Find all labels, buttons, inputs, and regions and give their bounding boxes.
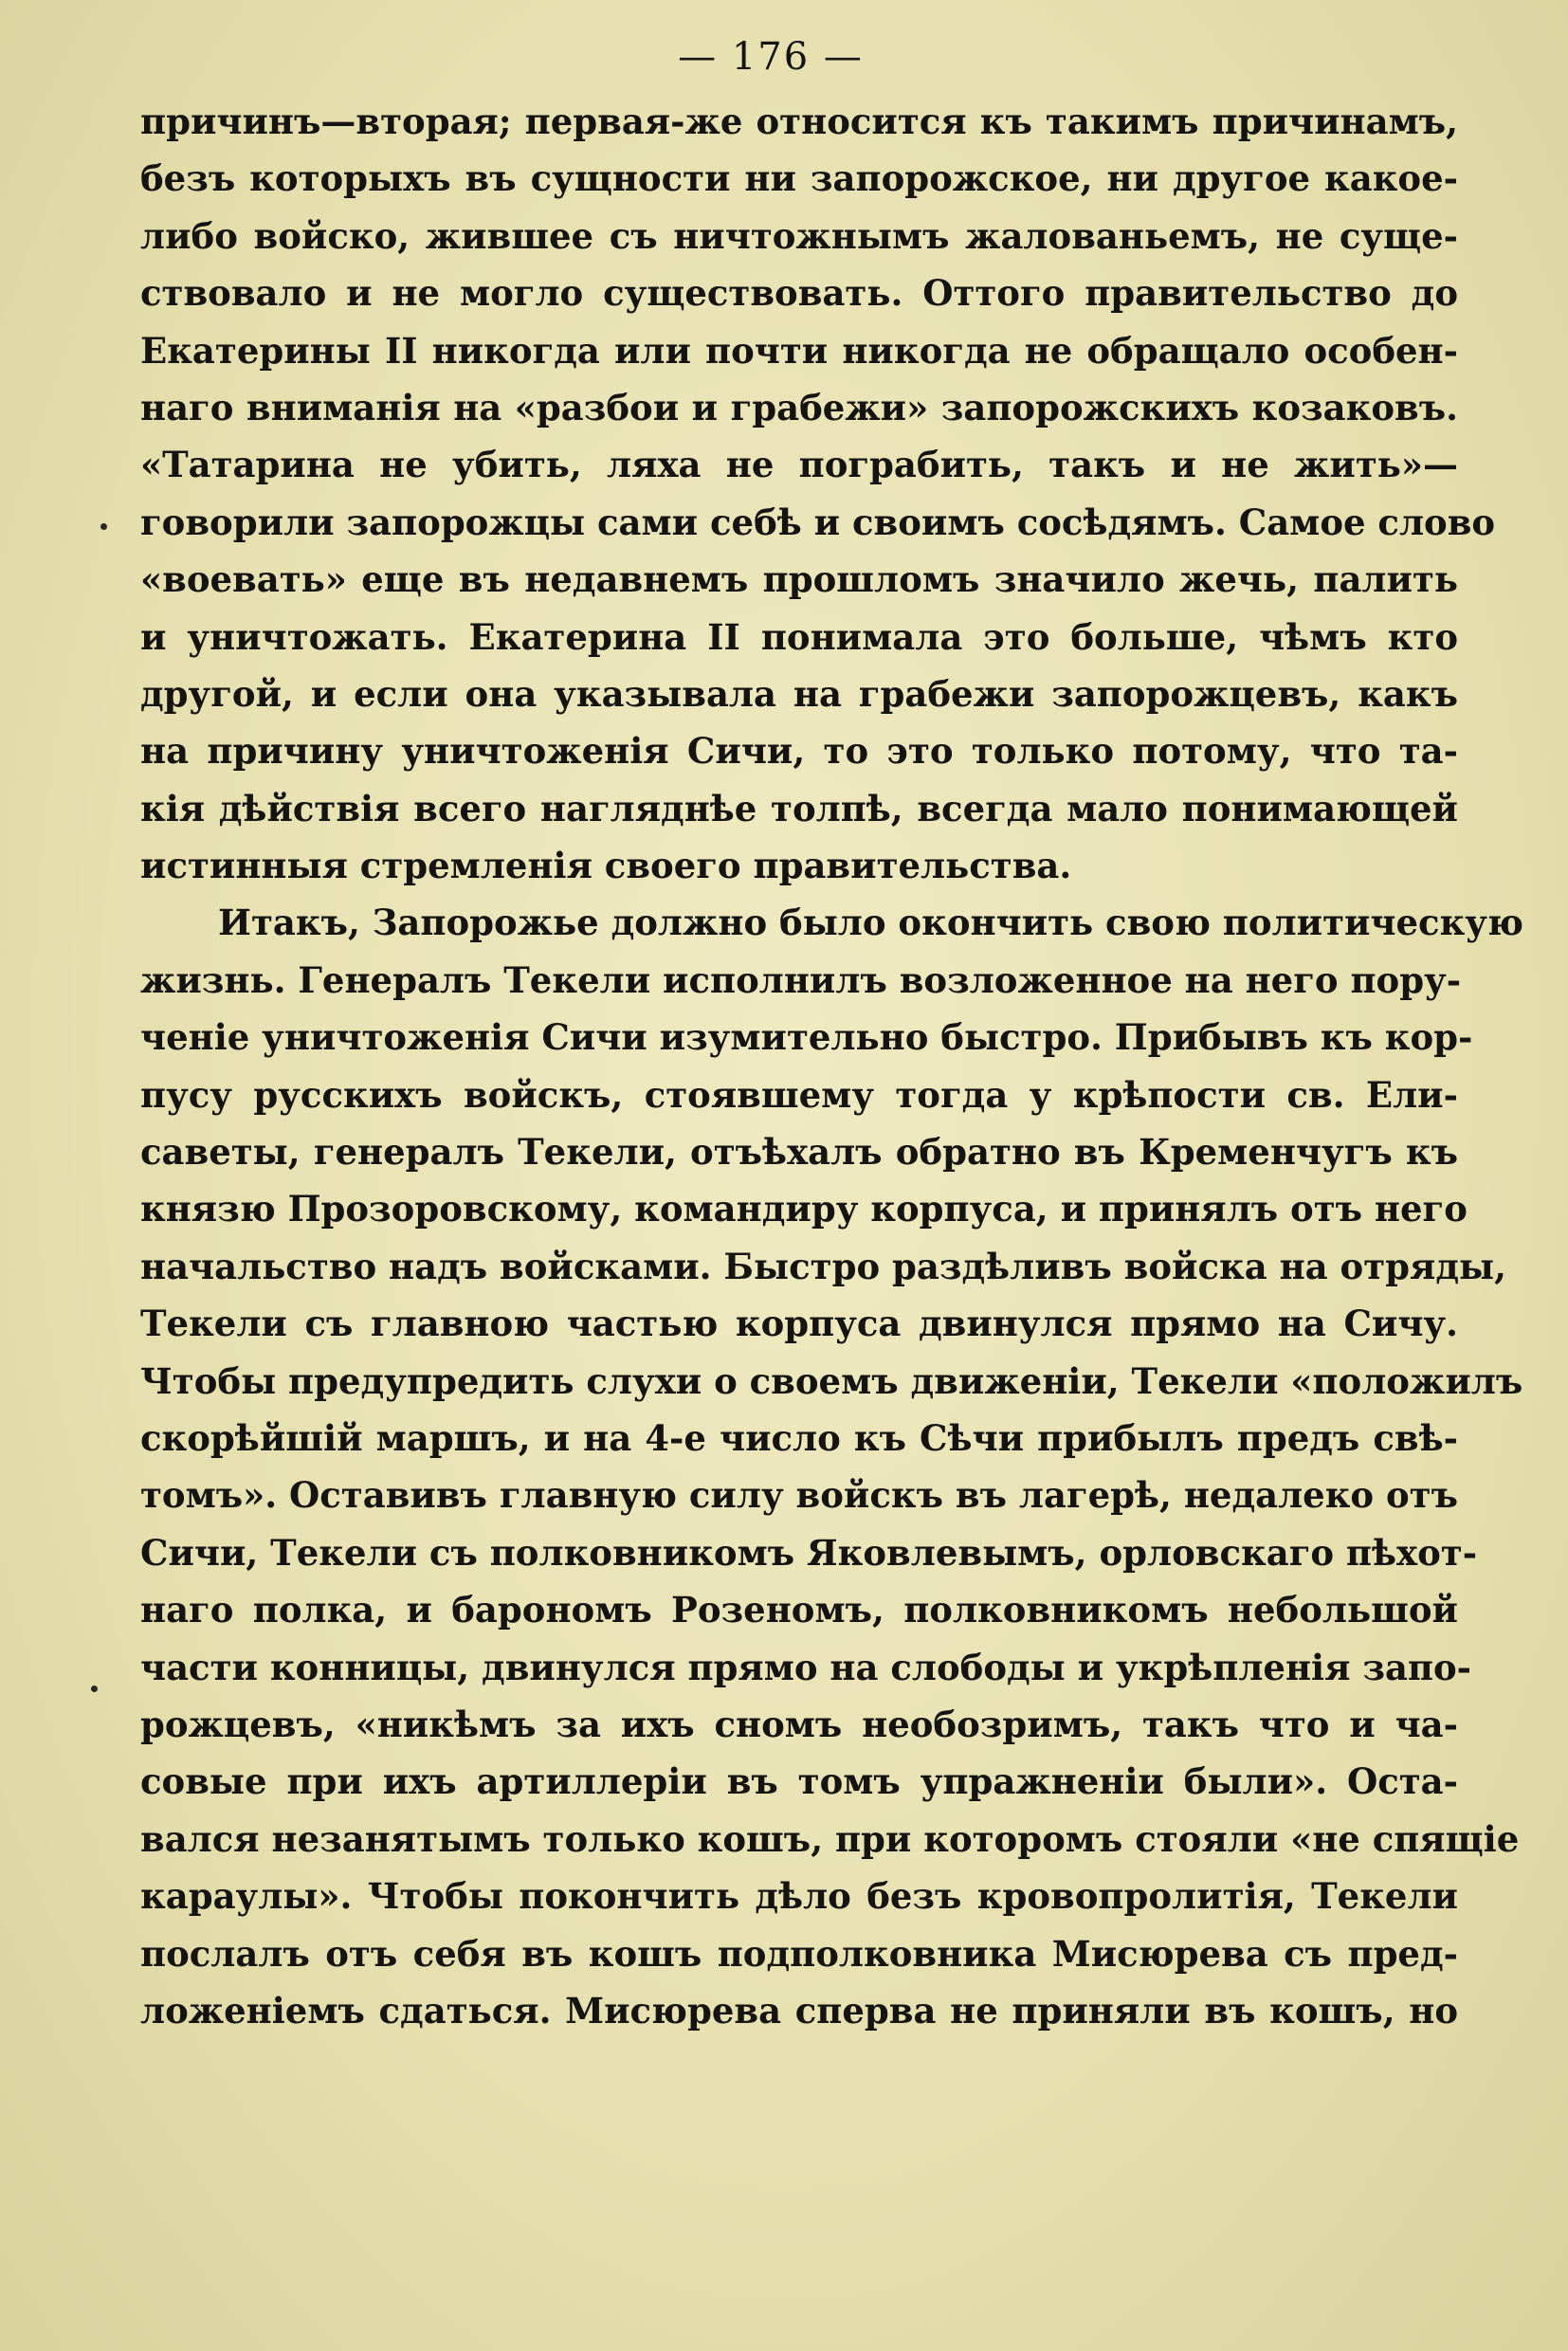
text-line: скорѣйшій маршъ, и на 4-е число къ Сѣчи прибылъ предъ свѣ-	[140, 1416, 1458, 1459]
text-line: ченіе уничтоженія Сичи изумительно быстро. Прибывъ къ кор-	[140, 1016, 1473, 1059]
text-line: безъ которыхъ въ сущности ни запорожское, ни другое какое-	[140, 157, 1458, 200]
text-line: Сичи, Текели съ полковникомъ Яковлевымъ, орловскаго пѣхот-	[140, 1531, 1478, 1574]
text-line: рожцевъ, «никѣмъ за ихъ сномъ необозримъ, такъ что и ча-	[140, 1703, 1458, 1745]
text-line: Итакъ, Запорожье должно было окончить свою политическую	[218, 902, 1523, 944]
text-line: либо войско, жившее съ ничтожнымъ жалованьемъ, не суще-	[140, 214, 1458, 257]
text-line: вался незанятымъ только кошъ, при которомъ стояли «не спящіе	[140, 1817, 1520, 1860]
text-line: жизнь. Генералъ Текели исполнилъ возложенное на него пору-	[140, 958, 1462, 1001]
book-page	[140, 30, 1523, 2039]
text-line: караулы». Чтобы покончить дѣло безъ кровопролитія, Текели	[140, 1875, 1458, 1918]
text-line: «воевать» еще въ недавнемъ прошломъ значило жечь, палить	[140, 558, 1458, 601]
text-line: начальство надъ войсками. Быстро раздѣливъ войска на отряды,	[140, 1245, 1506, 1287]
text-line: на причину уничтоженія Сичи, то это только потому, что та-	[140, 730, 1458, 773]
text-line: истинныя стремленія своего правительства.	[140, 845, 1072, 887]
text-line: томъ». Оставивъ главную силу войскъ въ лагерѣ, недалеко отъ	[140, 1474, 1458, 1517]
text-line: кія дѣйствія всего нагляднѣе толпѣ, всегда мало понимающей	[140, 787, 1458, 829]
text-line: Екатерины II никогда или почти никогда не обращало особен-	[140, 329, 1458, 372]
text-line: части конницы, двинулся прямо на слободы и укрѣпленія запо-	[140, 1646, 1472, 1688]
text-line: князю Прозоровскому, командиру корпуса, и принялъ отъ него	[140, 1188, 1468, 1230]
text-line: Текели съ главною частью корпуса двинулся прямо на Сичу.	[140, 1303, 1458, 1345]
text-line: пусу русскихъ войскъ, стоявшему тогда у крѣпости св. Ели-	[140, 1073, 1458, 1116]
paragraph-1	[140, 93, 1496, 894]
text-line: послалъ отъ себя въ кошъ подполковника Мисюрева съ пред-	[140, 1932, 1458, 1975]
text-line: наго полка, и барономъ Розеномъ, полковникомъ небольшой	[140, 1589, 1458, 1631]
paragraph-2	[140, 894, 1523, 2039]
text-line: ложеніемъ сдаться. Мисюрева сперва не приняли въ кошъ, но	[140, 1989, 1458, 2032]
text-line: ствовало и не могло существовать. Оттого правительство до	[140, 272, 1458, 315]
ink-speck	[100, 523, 107, 530]
text-line: говорили запорожцы сами себѣ и своимъ сосѣдямъ. Самое слово	[140, 501, 1496, 543]
text-line: саветы, генералъ Текели, отъѣхалъ обратно въ Кременчугъ къ	[140, 1131, 1458, 1174]
ink-speck	[91, 1686, 98, 1692]
text-line: и уничтожать. Екатерина II понимала это больше, чѣмъ кто	[140, 615, 1458, 658]
text-line: другой, и если она указывала на грабежи запорожцевъ, какъ	[140, 672, 1458, 715]
text-line: наго вниманія на «разбои и грабежи» запорожскихъ козаковъ.	[140, 386, 1458, 428]
text-line: «Татарина не убить, ляха не пограбить, такъ и не жить»—	[140, 444, 1458, 486]
text-line: совые при ихъ артиллеріи въ томъ упражненіи были». Оста-	[140, 1760, 1458, 1803]
text-line: причинъ—вторая; первая-же относится къ такимъ причинамъ,	[140, 100, 1458, 142]
text-line: Чтобы предупредить слухи о своемъ движеніи, Текели «положилъ	[140, 1359, 1523, 1402]
page-number: — 176 —	[678, 35, 864, 79]
